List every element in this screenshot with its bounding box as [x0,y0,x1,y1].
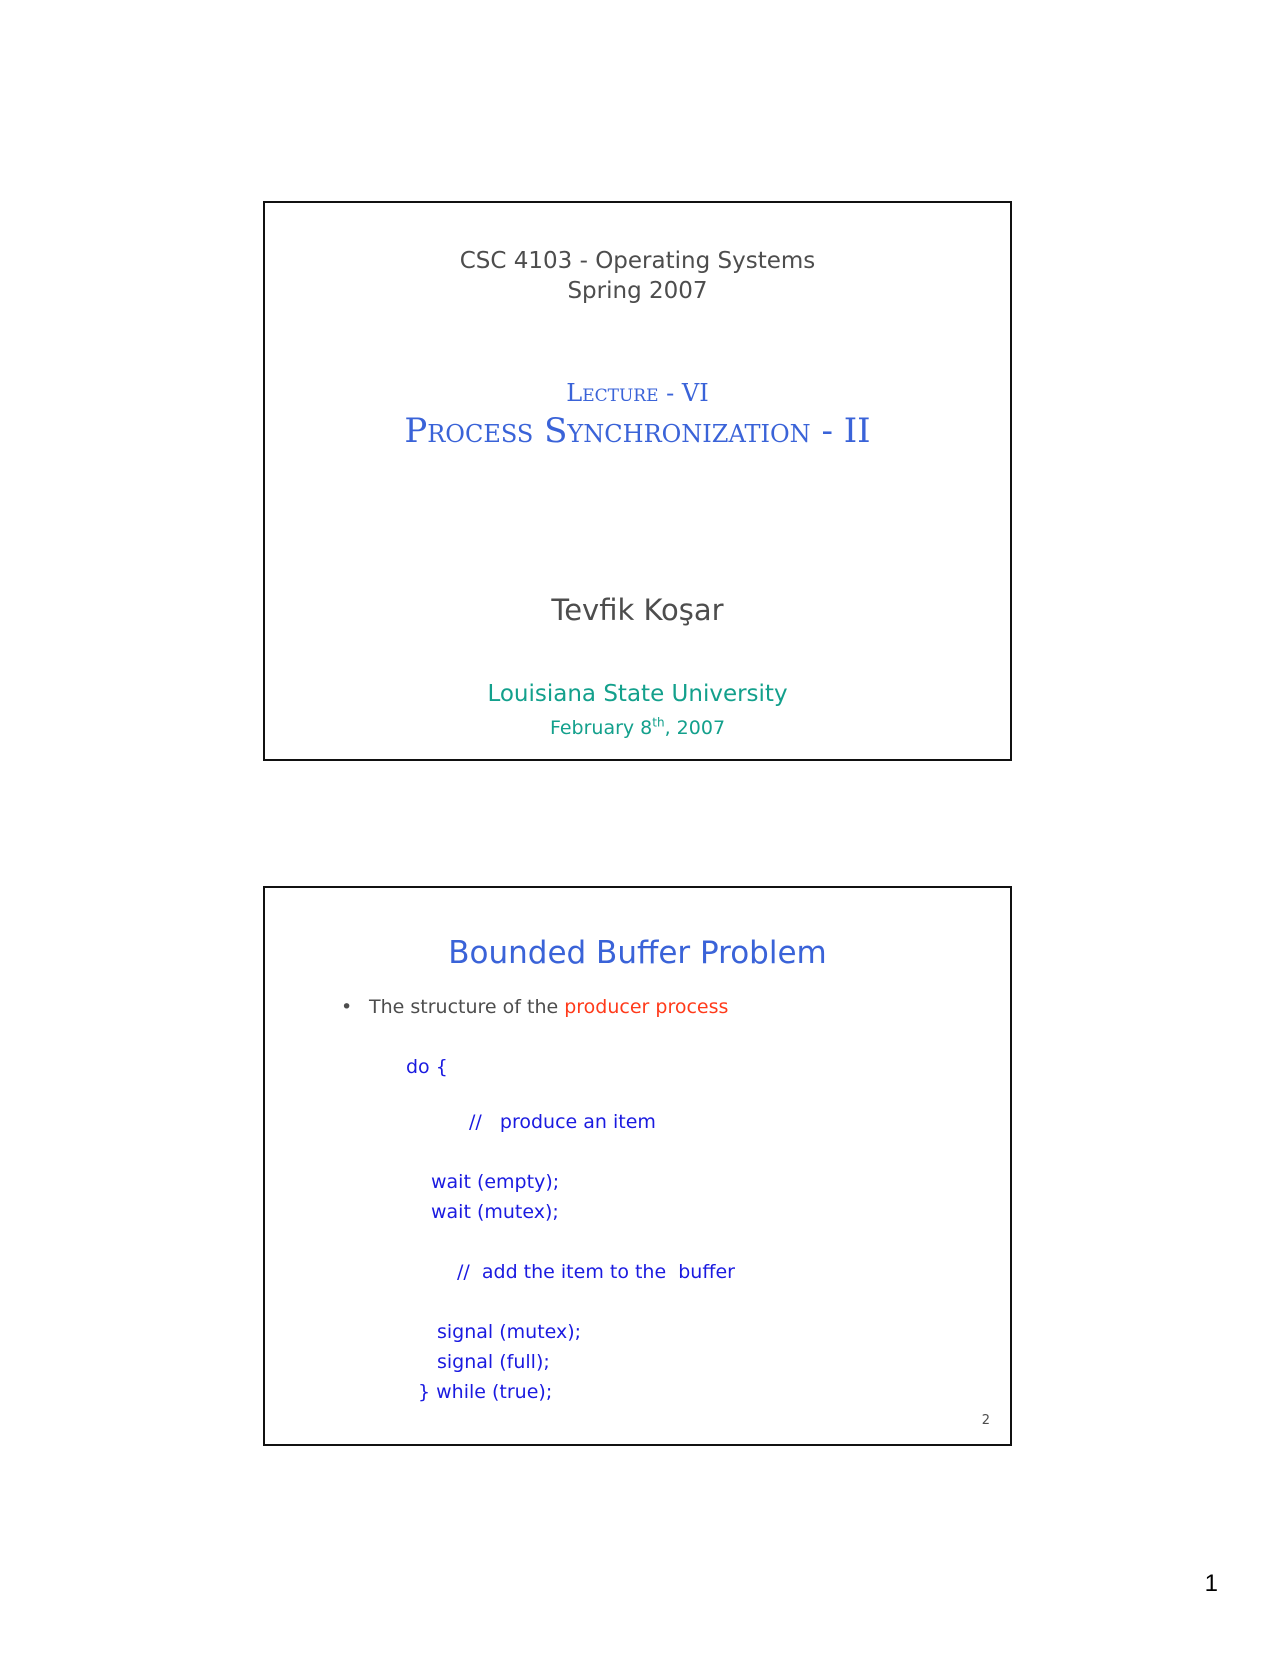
lecture-title: Process Synchronization - II [404,411,871,451]
code-line-do: do { [406,1056,448,1078]
lecture-date [265,717,1010,739]
date-month-day: February 8 [549,717,653,739]
date-year: , 2007 [664,717,726,739]
course-title: CSC 4103 - Operating Systems [459,248,816,274]
code-line-signal-mutex: signal (mutex); [437,1321,582,1343]
bullet-item [341,996,728,1018]
slide-2 [263,886,1012,1446]
bullet-text: The structure of the [369,996,565,1018]
course-term: Spring 2007 [567,278,708,304]
bullet-highlight: producer process [564,996,729,1018]
code-line-wait-empty: wait (empty); [431,1171,560,1193]
slide-1 [263,201,1012,761]
date-suffix: th [652,715,665,730]
lecture-label: Lecture - VI [566,379,709,407]
code-line-comment-produce: // produce an item [469,1111,656,1133]
code-line-comment-add: // add the item to the buffer [457,1261,735,1283]
code-line-wait-mutex: wait (mutex); [431,1201,559,1223]
code-line-signal-full: signal (full); [437,1351,550,1373]
author-name: Tevfik Koşar [551,593,724,627]
university-name: Louisiana State University [487,681,788,707]
slide-title: Bounded Buffer Problem [448,935,827,971]
bullet-dot-icon: • [341,996,353,1018]
page-number: 1 [1204,1570,1218,1597]
slide-number: 2 [981,1413,990,1428]
code-line-while: } while (true); [418,1381,553,1403]
